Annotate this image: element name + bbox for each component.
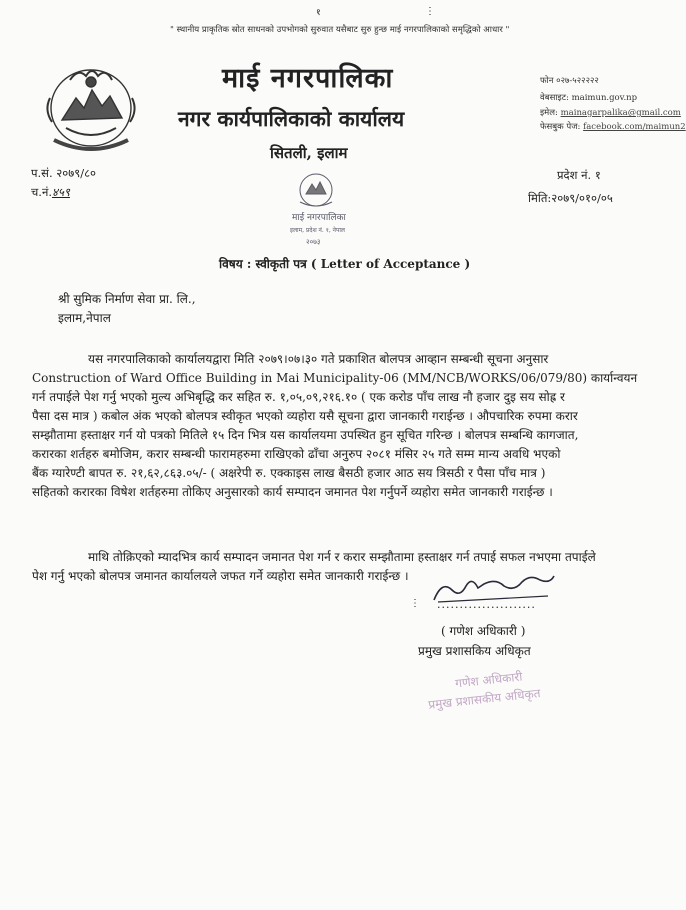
paragraph-line: गर्न तपाईले पेश गर्नु भएको मुल्य अभिबृद्धि कर सहित रु. १,०५,०९,२१६.१० ( एक करोड पाँच लाख नौ हजार दुइ सय सोह्र र	[32, 390, 565, 404]
contact-phone: फोन ०२७-५२२२२२	[540, 76, 599, 86]
letter-date: मिति:२०७९/०१०/०५	[528, 191, 613, 205]
website-label: वेबसाइट:	[540, 93, 569, 103]
addressee-name: श्री सुमिक निर्माण सेवा प्रा. लि.,	[58, 292, 196, 306]
faint-name-stamp: गणेश अधिकारी	[454, 669, 524, 691]
email-label: इमेल:	[540, 108, 558, 118]
nepal-emblem-icon	[40, 58, 142, 158]
paragraph-line: माथि तोक़िएको म्यादभित्र कार्य सम्पादन जमानत पेश गर्न र करार सम्झौतामा हस्ताक्षर गर्न तपाई सफल नभएमा तपाईले	[88, 550, 596, 564]
signatory-name: ( गणेश अधिकारी )	[441, 624, 526, 638]
signature-dots: ......................	[437, 598, 536, 611]
dispatch-label: च.नं.	[31, 185, 52, 199]
margin-mark: ⋮	[410, 598, 420, 609]
contact-email	[540, 107, 681, 118]
stamp-bottom-text: इलाम, प्रदेश नं. १, नेपाल	[290, 227, 345, 234]
contact-facebook	[540, 121, 686, 132]
subject-english: ( Letter of Acceptance )	[310, 257, 471, 271]
office-location: सितली, इलाम	[270, 144, 348, 162]
office-subtitle: नगर कार्यपालिकाको कार्यालय	[178, 106, 405, 131]
stamp-year: २०७३	[306, 238, 321, 246]
paragraph-line: Construction of Ward Office Building in Mai Municipality-06 (MM/NCB/WORKS/06/079/80) कार्यान्वयन	[32, 371, 638, 385]
signatory-title: प्रमुख प्रशासकिय अधिकृत	[418, 644, 531, 658]
paragraph-line: सम्झौतामा हस्ताक्षर गर्न यो पत्रको मितिले १५ दिन भित्र यस कार्यालयमा उपस्थित हुन सूचित गरिन्छ । बोलपत्र सम्बन्धि कागजात,	[32, 428, 579, 442]
body-paragraph-1	[32, 350, 638, 502]
province-number: प्रदेश नं. १	[557, 168, 601, 182]
subject-label: विषय : स्वीकृती पत्र	[219, 257, 307, 271]
addressee-address: इलाम,नेपाल	[58, 311, 111, 325]
subject-line	[219, 255, 470, 272]
paragraph-line: पेश गर्नु भएको बोलपत्र जमानत कार्यालयले जफत गर्ने व्यहोरा समेत जानकारी गराईन्छ ।	[32, 569, 409, 583]
facebook-label: फेसबुक पेज:	[540, 122, 581, 132]
contact-website	[540, 92, 637, 103]
office-title: माई नगरपालिका	[222, 63, 394, 94]
page-number: १	[316, 8, 321, 18]
reference-number: प.सं. २०७९/८०	[31, 166, 97, 180]
paragraph-line: बैंक ग्यारेण्टी बापत रु. २१,६२,८६३.०५/- ( अक्षरेपी रु. एक्काइस लाख बैसठी हजार आठ सय त्रिसठी र पैसा पाँच मात्र )	[32, 466, 546, 480]
stamp-top-text: माई नगरपालिका	[292, 213, 346, 223]
paragraph-line: पैसा दस मात्र ) कबोल अंक भएको बोलपत्र स्वीकृत भएको व्यहोरा यसै सूचना द्वारा जानकारी गराईन्छ । औपचारिक रुपमा करार	[32, 409, 578, 423]
dispatch-number	[31, 185, 70, 200]
facebook-link[interactable]: facebook.com/maimun2	[583, 122, 686, 132]
paragraph-line: सहितको करारका विषेश शर्तहरुमा तोकिए अनुसारको कार्य सम्पादन जमानत पेश गर्नुपर्ने व्यहोरा समेत जानकारी गराईन्छ ।	[32, 485, 553, 499]
margin-mark: ⋮	[425, 6, 435, 17]
email-link[interactable]: mainagarpalika@gmail.com	[560, 108, 681, 118]
header-motto: " स्थानीय प्राकृतिक स्रोत साधनको उपभोगको सुरुवात यसैबाट सुरु हुन्छ माई नगरपालिकाको समृद्धिको आधार "	[170, 25, 510, 35]
faint-title-stamp: प्रमुख प्रशासकीय अधिकृत	[427, 686, 542, 712]
website-value: maimun.gov.np	[571, 93, 638, 103]
office-stamp	[270, 158, 362, 250]
dispatch-value: ४५९	[52, 185, 70, 199]
paragraph-line: यस नगरपालिकाको कार्यालयद्वारा मिति २०७९।०७।३० गते प्रकाशित बोलपत्र आव्हान सम्बन्धी सूचना अनुसार	[88, 352, 549, 366]
paragraph-line: करारका शर्तहरु बमोजिम, करार सम्बन्धी फारामहरुमा राखिएको ढाँचा अनुरुप २०८१ मंसिर २५ गते सम्म मान्य अवधि भएको	[32, 447, 561, 461]
